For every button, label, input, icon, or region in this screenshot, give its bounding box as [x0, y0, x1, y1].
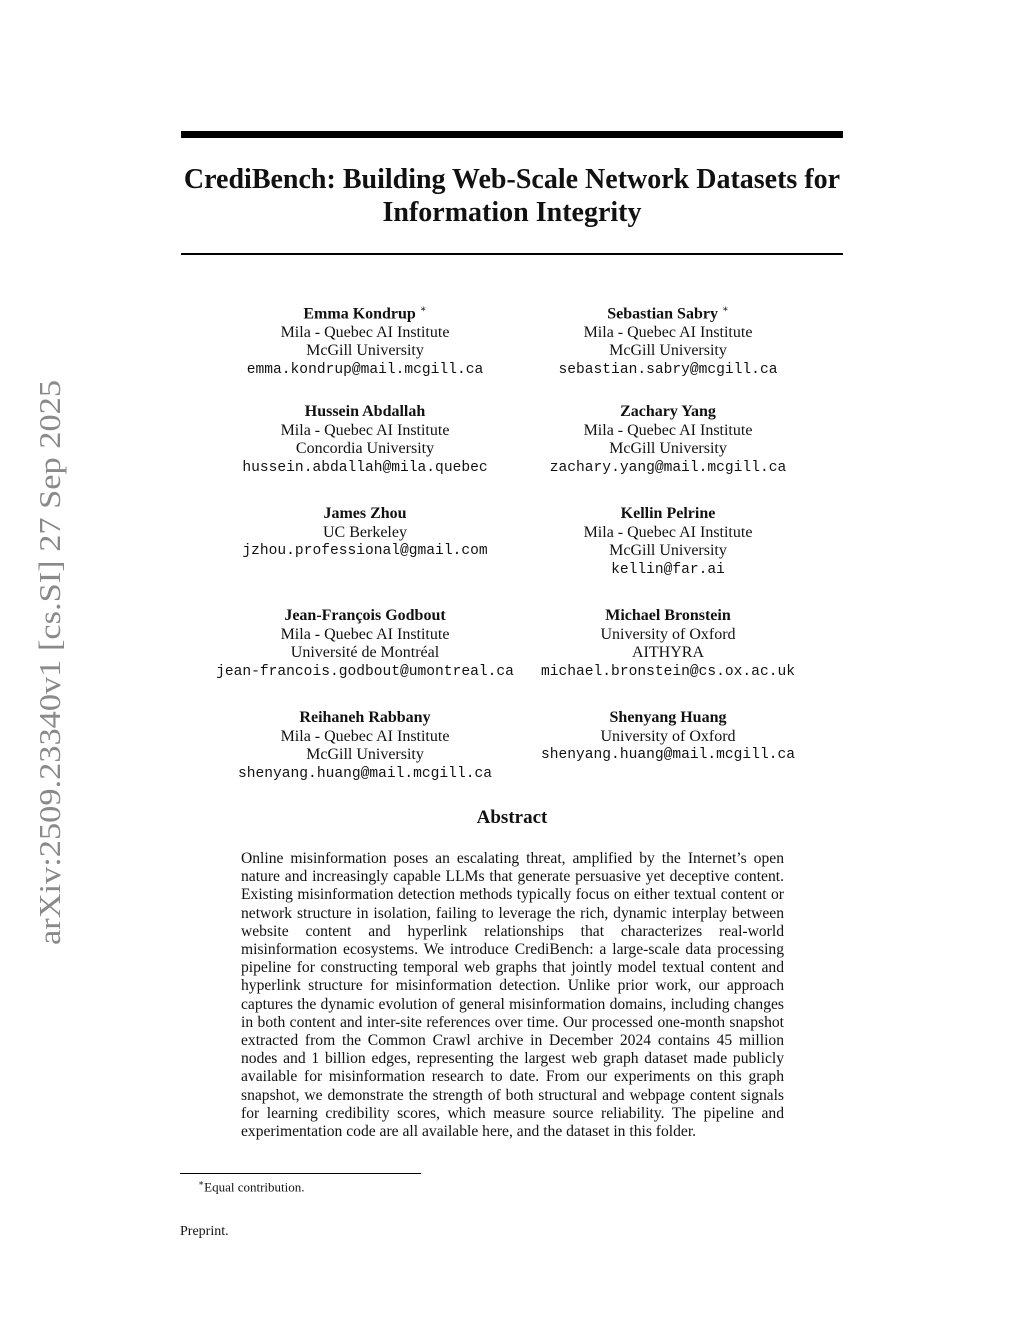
author-affiliation: McGill University	[306, 746, 424, 763]
author-affiliation: Mila - Quebec AI Institute	[280, 625, 450, 643]
author-email: hussein.abdallah@mila.quebec	[242, 459, 488, 476]
author-affiliation: Mila - Quebec AI Institute	[583, 323, 753, 341]
author-name: Michael Bronstein	[605, 607, 731, 624]
author-block-sebastian-sabry	[483, 301, 853, 379]
author-affiliation: McGill University	[609, 342, 727, 360]
author-email: emma.kondrup@mail.mcgill.ca	[246, 361, 484, 378]
title-bottom-rule	[181, 253, 843, 255]
author-block-kellin-pelrine	[483, 505, 853, 579]
author-name: Shenyang Huang	[609, 709, 727, 726]
author-affiliation: Mila - Quebec AI Institute	[583, 421, 753, 439]
author-name: Zachary Yang	[620, 403, 716, 420]
author-affiliation: Concordia University	[295, 440, 435, 457]
author-email: shenyang.huang@mail.mcgill.ca	[541, 747, 795, 763]
abstract-text: Online misinformation poses an escalating threat, amplified by the Internet’s open nature and increasingly capable LLMs that generate persuasive yet deceptive content. Existing misinformation detection methods typically focus on either textual content or network structure in isolation, failing to leverage the rich, dynamic interplay between website content and hyperlink relationships that characterizes real-world misinformation ecosystems. We introduce CrediBench: a large-scale data processing pipeline for constructing temporal web graphs that jointly model textual content and hyperlink structure for misinformation detection. Unlike prior work, our approach captures the dynamic evolution of general misinformation domains, including changes in both content and inter-site references over time. Our processed one-month snapshot extracted from the Common Crawl archive in December 2024 contains 45 million nodes and 1 billion edges, representing the largest web graph dataset made publicly available for misinformation research to date. From our experiments on this graph snapshot, we demonstrate the strength of both structural and webpage content signals for learning credibility scores, which measure source reliability. The pipeline and experimentation code are all available here, and the dataset in this folder.	[241, 850, 784, 1141]
author-affiliation: McGill University	[306, 342, 424, 360]
author-email: michael.bronstein@cs.ox.ac.uk	[541, 663, 795, 680]
footnote-mark: ∗	[198, 1178, 205, 1188]
arxiv-id-text: arXiv:2509.23340v1 [cs.SI] 27 Sep 2025	[32, 435, 67, 945]
paper-title	[160, 163, 864, 229]
author-affiliation: University of Oxford	[600, 625, 736, 643]
title-line-1: CrediBench: Building Web-Scale Network Datasets for	[183, 164, 841, 195]
author-affiliation: Université de Montréal	[290, 644, 440, 661]
author-affiliation: UC Berkeley	[323, 523, 407, 541]
author-email: jzhou.professional@gmail.com	[242, 543, 488, 559]
title-top-rule	[181, 131, 843, 138]
author-affiliation: Mila - Quebec AI Institute	[280, 727, 450, 745]
author-name: Emma Kondrup ∗	[303, 304, 427, 323]
author-name: Sebastian Sabry ∗	[607, 304, 729, 323]
author-affiliation: AITHYRA	[632, 644, 704, 661]
author-block-shenyang-huang	[483, 709, 853, 765]
author-affiliation: Mila - Quebec AI Institute	[280, 323, 450, 341]
author-email: shenyang.huang@mail.mcgill.ca	[238, 765, 492, 782]
author-name: Reihaneh Rabbany	[299, 709, 431, 726]
arxiv-side-identifier	[32, 380, 72, 945]
author-name: Jean-François Godbout	[284, 607, 446, 624]
author-email: sebastian.sabry@mcgill.ca	[558, 361, 778, 378]
author-affiliation: McGill University	[609, 440, 727, 457]
author-email: jean-francois.godbout@umontreal.ca	[216, 663, 514, 680]
author-name: Kellin Pelrine	[620, 505, 716, 522]
abstract-heading: Abstract	[476, 807, 548, 828]
preprint-label: Preprint.	[180, 1224, 229, 1239]
author-affiliation: McGill University	[609, 542, 727, 559]
footnote	[198, 1178, 305, 1195]
author-block-zachary-yang	[483, 403, 853, 477]
author-affiliation: University of Oxford	[600, 727, 736, 745]
footnote-text: Equal contribution.	[204, 1179, 305, 1195]
author-affiliation: Mila - Quebec AI Institute	[280, 421, 450, 439]
author-email: kellin@far.ai	[611, 561, 725, 578]
footnote-rule	[180, 1173, 421, 1174]
author-block-michael-bronstein	[483, 607, 853, 681]
title-line-2: Information Integrity	[382, 197, 642, 228]
author-affiliation: Mila - Quebec AI Institute	[583, 523, 753, 541]
author-email: zachary.yang@mail.mcgill.ca	[549, 459, 787, 476]
author-name: Hussein Abdallah	[304, 403, 426, 420]
author-name: James Zhou	[323, 505, 407, 522]
